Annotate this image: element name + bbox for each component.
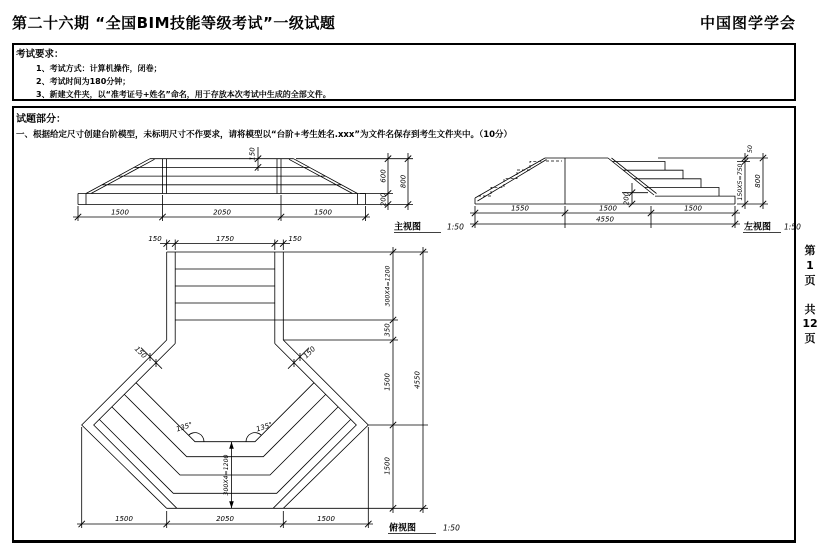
requirement-item-2: 2、考试时间为180分钟； [36, 77, 131, 86]
requirements-heading: 考试要求： [16, 49, 64, 60]
lv-dim-50: 50 [747, 145, 754, 153]
front-view-drawing [78, 159, 366, 205]
tv-dim-right-3: 1500 [383, 373, 392, 391]
lv-dim-800: 800 [754, 174, 762, 188]
left-view-drawing [475, 158, 735, 204]
angle-arcs [189, 433, 262, 442]
tv-angle-left: 135° [175, 420, 194, 434]
front-view-dimensions [73, 147, 464, 233]
lv-dim-total-4550: 4550 [596, 215, 614, 224]
exam-section-heading: 试题部分： [16, 114, 66, 125]
fv-dim-200: 200 [379, 192, 388, 207]
fv-dim-800: 800 [399, 174, 408, 189]
tv-dim-right-1: 300X4=1200 [384, 265, 392, 307]
arrow-down [229, 501, 234, 508]
sidebar-char: 页 [804, 332, 816, 346]
page-title: 第二十六期 “全国BIM技能等级考试”一级试题 [12, 14, 336, 32]
tv-dim-right-4: 1500 [383, 457, 392, 475]
sidebar-char: 12 [802, 317, 818, 331]
left-view-dimensions [470, 145, 801, 232]
requirement-item-3: 3、新建文件夹，以“准考证号+姓名”命名，用于存放本次考试中生成的全部文件。 [36, 90, 331, 99]
tv-dim-top-2: 1750 [216, 234, 234, 243]
fv-dim-bottom-1: 1500 [111, 208, 129, 217]
sidebar-char: 第 [804, 244, 816, 257]
tv-dim-bottom-3: 1500 [317, 515, 335, 523]
question-1-text: 一、根据给定尺寸创建台阶模型，未标明尺寸不作要求，请将模型以“台阶+考生姓名.xxx”为文件名保存到考生文件夹中。（10分） [16, 130, 513, 140]
tv-angle-right: 135° [255, 420, 274, 434]
lv-dim-bottom-2: 1500 [599, 204, 617, 213]
fv-dim-step-150: 150 [248, 147, 257, 161]
front-view-label: 主视图 [394, 222, 422, 233]
fv-dim-bottom-2: 2050 [213, 208, 231, 217]
tv-dim-right-2: 350 [383, 323, 392, 337]
requirement-item-1: 1、考试方式：计算机操作，闭卷； [36, 64, 162, 73]
tv-dim-bottom-1: 1500 [115, 515, 133, 523]
tv-dim-center: 300X4=1200 [223, 454, 230, 496]
top-view-scale: 1:50 [443, 523, 460, 533]
tv-dim-wing-left: 150 [132, 345, 148, 361]
lv-dim-steps: 150X5=750 [737, 163, 744, 201]
left-view-label: 左视图 [744, 222, 772, 233]
left-view-scale: 1:50 [784, 222, 801, 232]
top-view-label: 俯视图 [389, 523, 417, 534]
tv-dim-wing-right: 150 [302, 345, 318, 361]
tv-dim-top-3: 150 [288, 234, 302, 243]
fv-dim-600: 600 [379, 169, 388, 183]
front-view-scale: 1:50 [447, 222, 464, 232]
organization-name: 中国图学学会 [699, 14, 796, 32]
tv-dim-total-4550: 4550 [413, 371, 422, 389]
sidebar-char: 共 [804, 302, 816, 316]
sidebar-char: 页 [804, 273, 816, 287]
lv-dim-base-200: 200 [622, 191, 631, 206]
arrow-up [229, 442, 234, 449]
sidebar-char: 1 [806, 258, 814, 272]
fv-dim-bottom-3: 1500 [314, 208, 332, 217]
tv-dim-bottom-2: 2050 [216, 515, 234, 523]
lv-dim-bottom-3: 1500 [684, 204, 702, 213]
tv-dim-top-1: 150 [148, 234, 162, 243]
lv-dim-bottom-1: 1550 [511, 204, 529, 213]
